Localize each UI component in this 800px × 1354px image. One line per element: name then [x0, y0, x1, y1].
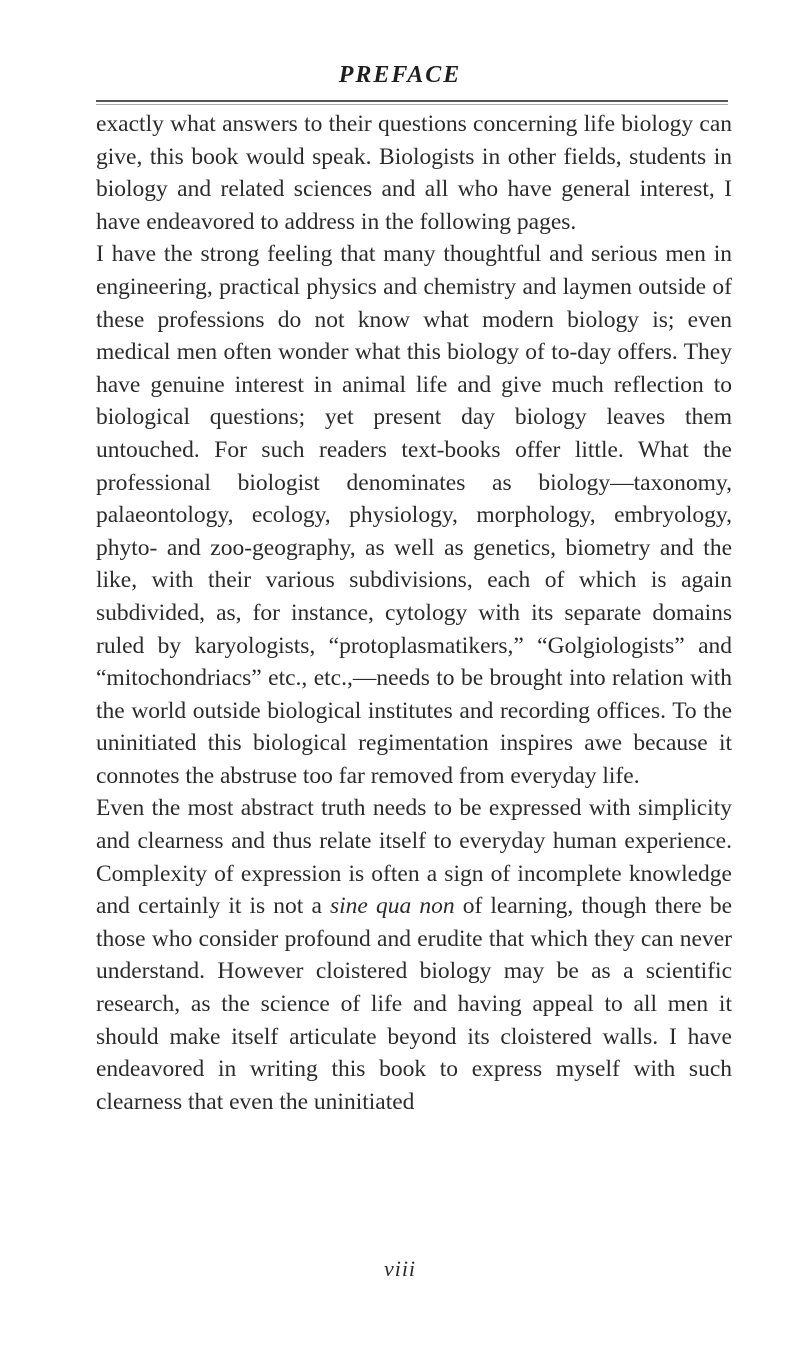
paragraph-3: [96, 792, 732, 1118]
header-rule: [96, 100, 728, 102]
page-number: viii: [383, 1256, 417, 1281]
body-text: [96, 108, 732, 1118]
paragraph-3-text-after: of learning, though there be those who consider profound and erudite that which they can never understand. However cloistered biology may be as a scientific research, as the science of life and having appeal to all men it should make itself articulate beyond its cloistered walls. I have endeavored in writing this book to express myself with such clearness that even the uninitiated: [96, 893, 733, 1115]
latin-phrase: sine qua non: [330, 893, 455, 920]
paragraph-3-text-before: Even the most abstract truth needs to be expressed with simplicity and clearness and thus relate itself to everyday human experience. Complexity of expression is often a sign of incomplete knowledge and certainly it is not a: [96, 795, 732, 920]
paragraph-1: exactly what answers to their questions concerning life biology can give, this book would speak. Biologists in other fields, students in biology and related sciences and all who have general interest, I have endeavored to address in the following pages.: [96, 111, 732, 235]
paragraph-2: I have the strong feeling that many thoughtful and serious men in engineering, practical physics and chemistry and laymen outside of these professions do not know what modern biology is; even medical men often wonder what this biology of to-day offers. They have genuine interest in animal life and give much reflection to biological questions; yet present day biology leaves them untouched. For such readers text-books offer little. What the professional biologist denominates as biology—taxonomy, palaeontology, ecology, physiology, morphology, embryology, phyto- and zoo-geography, as well as genetics, biometry and the like, with their various subdivisions, each of which is again subdivided, as, for instance, cytology with its separate domains ruled by karyologists, “protoplasmatikers,” “Golgiologists” and “mitochondriacs” etc., etc.,—needs to be brought into relation with the world outside biological institutes and recording offices. To the uninitiated this biological regimentation inspires awe because it connotes the abstruse too far removed from everyday life.: [96, 241, 732, 789]
running-head: PREFACE: [338, 62, 462, 88]
